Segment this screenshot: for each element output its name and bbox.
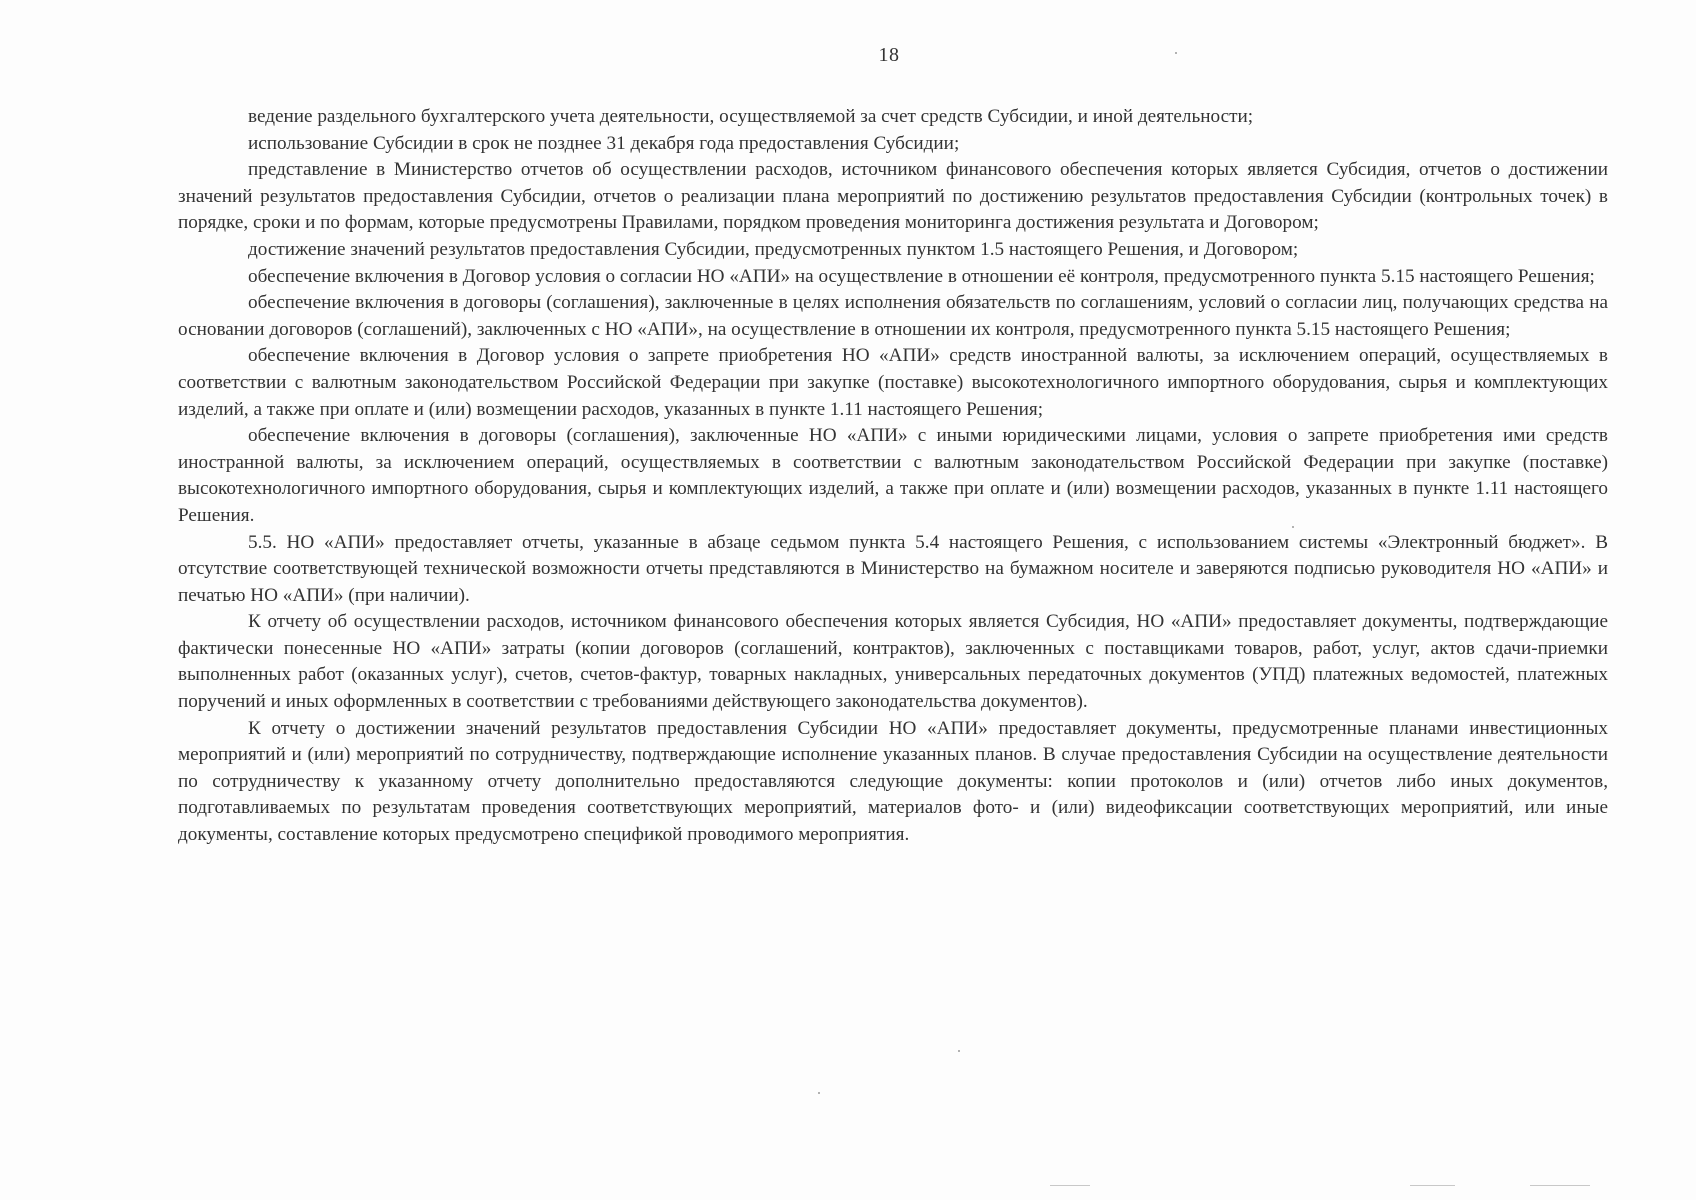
- scan-speck: [958, 1050, 960, 1052]
- paragraph: ведение раздельного бухгалтерского учета деятельности, осуществляемой за счет средств Субсидии, и иной деятельности;: [248, 106, 1254, 127]
- scan-speck: [1292, 526, 1294, 528]
- paragraph: представление в Министерство отчетов об осуществлении расходов, источником финансового обеспечения которых является Субсидия, отчетов о достижении значений результатов предоставления Субсидии, отчетов о реализации плана мероприятий по достижению результатов предоставления Субсидии (контрольных точек) в порядке, сроки и по формам, которые предусмотрены Правилами, порядком проведения мониторинга достижения результата и Договором;: [178, 159, 1608, 234]
- scan-speck: [818, 1092, 820, 1094]
- paragraph: обеспечение включения в договоры (соглашения), заключенные в целях исполнения обязательств по соглашениям, условий о согласии лиц, получающих средства на основании договоров (соглашений), заключенных с НО «АПИ», на осуществление в отношении их контроля, предусмотренного пункта 5.15 настоящего Решения;: [178, 292, 1608, 340]
- scan-speck: [1175, 52, 1177, 54]
- page-number: 18: [878, 44, 900, 66]
- paragraph: достижение значений результатов предоставления Субсидии, предусмотренных пунктом 1.5 настоящего Решения, и Договором;: [248, 238, 1299, 260]
- paragraph: обеспечение включения в договоры (соглашения), заключенные НО «АПИ» с иными юридическими лицами, условия о запрете приобретения ими средств иностранной валюты, за исключением операций, осуществляемых в соответствии с валютным законодательством Российской Федерации при закупке (поставке) высокотехнологичного импортного оборудования, сырья и комплектующих изделий, а также при оплате и (или) возмещении расходов, указанных в пункте 1.11 настоящего Решения.: [178, 425, 1608, 526]
- paragraph: обеспечение включения в Договор условия о запрете приобретения НО «АПИ» средств иностранной валюты, за исключением операций, осуществляемых в соответствии с валютным законодательством Российской Федерации при закупке (поставке) высокотехнологичного импортного оборудования, сырья и комплектующих изделий, а также при оплате и (или) возмещении расходов, указанных в пункте 1.11 настоящего Решения;: [178, 345, 1608, 420]
- paragraph: К отчету о достижении значений результатов предоставления Субсидии НО «АПИ» предоставляет документы, предусмотренные планами инвестиционных мероприятий и (или) мероприятий по сотрудничеству, подтверждающие исполнение указанных планов. В случае предоставления Субсидии на осуществление деятельности по сотрудничеству к указанному отчету дополнительно предоставляются следующие документы: копии протоколов и (или) отчетов либо иных документов, подготавливаемых по результатам проведения соответствующих мероприятий, материалов фото- и (или) видеофиксации соответствующих мероприятий, или иные документы, составление которых предусмотрено спецификой проводимого мероприятия.: [178, 717, 1608, 846]
- paragraph: обеспечение включения в Договор условия о согласии НО «АПИ» на осуществление в отношении её контроля, предусмотренного пункта 5.15 настоящего Решения;: [248, 265, 1595, 287]
- paragraph: использование Субсидии в срок не позднее 31 декабря года предоставления Субсидии;: [248, 132, 960, 154]
- scan-artifact: [1050, 1185, 1090, 1186]
- scan-artifact: [1410, 1185, 1455, 1186]
- paragraph: 5.5. НО «АПИ» предоставляет отчеты, указанные в абзаце седьмом пункта 5.4 настоящего Решения, с использованием системы «Электронный бюджет». В отсутствие соответствующей технической возможности отчеты представляются в Министерство на бумажном носителе и заверяются подписью руководителя НО «АПИ» и печатью НО «АПИ» (при наличии).: [178, 531, 1608, 606]
- paragraph: К отчету об осуществлении расходов, источником финансового обеспечения которых является Субсидия, НО «АПИ» предоставляет документы, подтверждающие фактически понесенные НО «АПИ» затраты (копии договоров (соглашений, контрактов), заключенных с поставщиками товаров, работ, услуг, актов сдачи-приемки выполненных работ (оказанных услуг), счетов, счетов-фактур, товарных накладных, универсальных передаточных документов (УПД) платежных ведомостей, платежных поручений и иных оформленных в соответствии с требованиями действующего законодательства документов).: [178, 611, 1608, 713]
- scan-artifact: [1530, 1185, 1590, 1186]
- document-body: [178, 104, 1608, 849]
